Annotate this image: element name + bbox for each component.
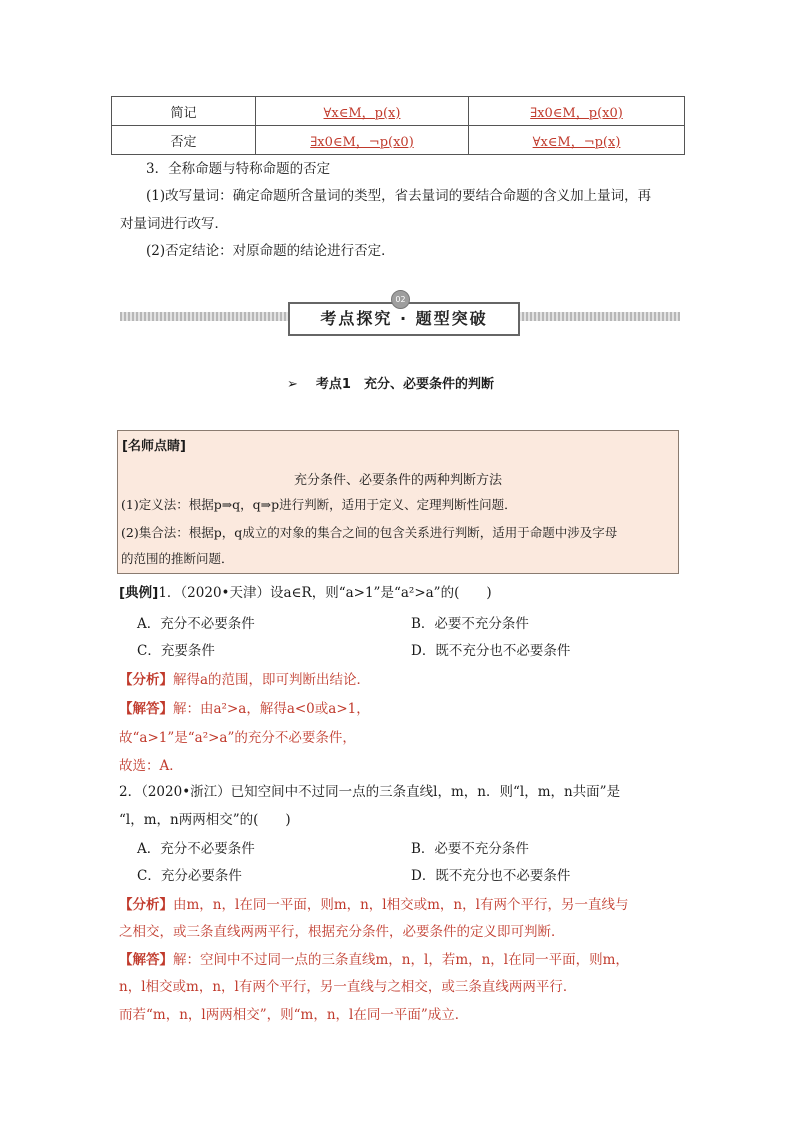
tip-line-2: (2)集合法：根据p，q成立的对象的集合之间的包含关系进行判断，适用于命题中涉及字母: [121, 525, 618, 540]
analysis-text: 由m，n，l在同一平面，则m，n，l相交或m，n，l有两个平行，另一直线与: [173, 897, 629, 913]
tip-header: [名师点睛]: [122, 439, 186, 454]
analysis-label: 【分析】: [119, 672, 173, 688]
example1-answer-line3: 故选：A．: [119, 758, 183, 774]
section-banner: 考点探究 · 题型突破: [288, 302, 520, 336]
answer-label: 【解答】: [119, 701, 173, 717]
red-underlined-text: ∀x∈M，¬p(x): [532, 134, 621, 150]
answer-text: 解：空间中不过同一点的三条直线m，n，l，若m，n，l在同一平面，则m，: [173, 952, 629, 968]
analysis-label: 【分析】: [119, 897, 173, 913]
red-underlined-text: ∃x0∈M，p(x0): [530, 105, 623, 121]
example1-answer: [119, 697, 370, 717]
example2-answer-line1: [119, 948, 629, 968]
example2-analysis-line1: [119, 893, 628, 913]
tip-box: [117, 430, 679, 574]
option-d: D．既不充分也不必要条件: [411, 643, 571, 659]
option-d: D．既不充分也不必要条件: [411, 868, 571, 884]
option-c: C．充分必要条件: [137, 868, 242, 884]
quantifier-table: [111, 96, 685, 155]
table-cell-label: 否定: [112, 126, 256, 155]
example2-analysis-line2: 之相交，或三条直线两两平行，根据充分条件，必要条件的定义即可判断．: [119, 924, 565, 940]
table-row: [112, 126, 685, 155]
example1-question-text: 1．（2020•天津）设a∈R，则“a>1”是“a²>a”的( ): [158, 585, 492, 601]
tip-line-3: 的范围的推断问题．: [121, 551, 234, 566]
answer-label: 【解答】: [119, 952, 173, 968]
option-a: A．充分不必要条件: [137, 616, 255, 632]
tip-title: 充分条件、必要条件的两种判断方法: [293, 473, 502, 488]
table-cell-existential: [469, 126, 685, 155]
option-b: B．必要不充分条件: [411, 841, 529, 857]
option-a: A．充分不必要条件: [137, 841, 255, 857]
table-row: [112, 97, 685, 126]
table-cell-label: 简记: [112, 97, 256, 126]
example1-answer-line2: 故“a>1”是“a²>a”的充分不必要条件，: [119, 730, 356, 746]
table-cell-universal: [256, 126, 469, 155]
example1-question: [119, 581, 492, 601]
red-underlined-text: ∀x∈M，p(x): [323, 105, 401, 121]
example2-answer-line3: 而若“m，n，l两两相交”，则“m，n，l在同一平面”成立．: [119, 1007, 469, 1023]
item3-heading: 3．全称命题与特称命题的否定: [146, 161, 331, 177]
table-cell-universal: [256, 97, 469, 126]
step1-line2: 对量词进行改写．: [120, 216, 228, 232]
option-b: B．必要不充分条件: [411, 616, 529, 632]
banner-left-stripe: [120, 312, 290, 321]
section-title: 考点1 充分、必要条件的判断: [315, 377, 494, 392]
example1-analysis: [119, 668, 370, 688]
red-underlined-text: ∃x0∈M，¬p(x0): [310, 134, 414, 150]
analysis-text: 解得a的范围，即可判断出结论．: [173, 672, 371, 688]
banner-badge: 02: [391, 290, 410, 309]
option-c: C．充要条件: [137, 643, 215, 659]
arrow-icon: ➢: [287, 377, 298, 392]
example2-question-line2: “l，m，n两两相交”的( ): [119, 812, 291, 828]
example2-question-line1: 2．（2020•浙江）已知空间中不过同一点的三条直线l，m，n．则“l，m，n共面”是: [119, 784, 621, 800]
step2-line: (2)否定结论：对原命题的结论进行否定．: [146, 243, 395, 259]
example-label: [典例]: [119, 585, 159, 601]
tip-line-1: (1)定义法：根据p⇒q，q⇒p进行判断，适用于定义、定理判断性问题．: [121, 497, 517, 512]
section-heading: [287, 373, 494, 392]
answer-text: 解：由a²>a，解得a<0或a>1，: [173, 701, 370, 717]
table-cell-existential: [469, 97, 685, 126]
banner-right-stripe: [514, 312, 680, 321]
example2-answer-line2: n，l相交或m，n，l有两个平行，另一直线与之相交，或三条直线两两平行．: [119, 979, 577, 995]
step1-line1: (1)改写量词：确定命题所含量词的类型，省去量词的要结合命题的含义加上量词，再: [146, 188, 652, 204]
